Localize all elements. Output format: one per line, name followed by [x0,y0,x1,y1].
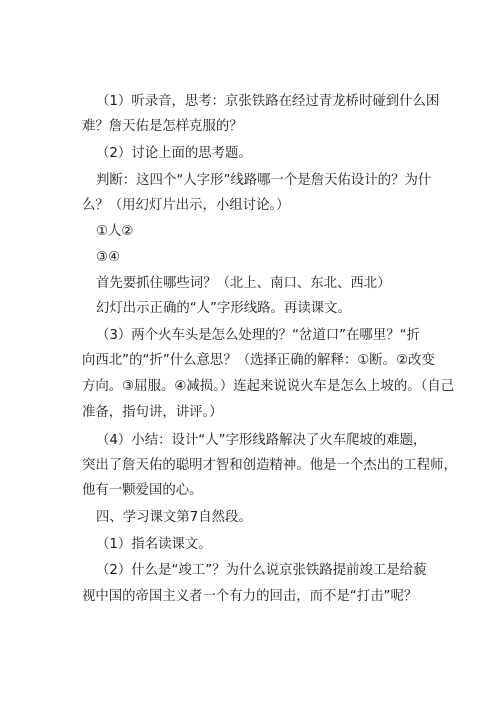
text-line: 四、学习课文第7自然段。 [96,510,252,525]
text-line: ①人② [96,224,134,239]
text-line: ③④ [96,250,121,265]
text-line: （2）什么是“竣工”？为什么说京张铁路提前竣工是给藐 [96,563,427,578]
text-line: （1）听录音，思考：京张铁路在经过青龙桥时碰到什么困 [96,94,440,109]
text-line: （2）讨论上面的思考题。 [96,146,252,161]
text-line: 方向。③屈服。④减损。）连起来说说火车是怎么上坡的。（自己 [82,379,455,394]
text-line: 首先要抓住哪些词？（北上、南口、东北、西北） [96,276,391,291]
text-line: 他有一颗爱国的心。 [82,483,203,498]
text-line: （1）指名读课文。 [96,537,212,552]
text-line: 视中国的帝国主义者一个有力的回击，而不是“打击”呢？ [82,589,418,604]
text-line: 向西北”的“折”什么意思？（选择正确的解释：①断。②改变 [82,353,435,368]
text-line: 么？（用幻灯片出示，小组讨论。） [82,198,290,213]
text-line: （4）小结：设计“人”字形线路解决了火车爬坡的难题， [96,433,427,448]
text-line: 幻灯出示正确的“人”字形线路。再读课文。 [96,301,351,316]
text-line: 难？詹天佑是怎样克服的？ [82,119,243,134]
text-line: 突出了詹天佑的聪明才智和创造精神。他是一个杰出的工程师， [82,458,457,473]
text-line: （3）两个火车头是怎么处理的？“岔道口”在哪里？“折 [96,328,420,343]
text-line: 准备，指句讲，讲评。） [82,405,223,420]
text-line: 判断：这四个“人字形”线路哪一个是詹天佑设计的？为什 [96,173,432,188]
